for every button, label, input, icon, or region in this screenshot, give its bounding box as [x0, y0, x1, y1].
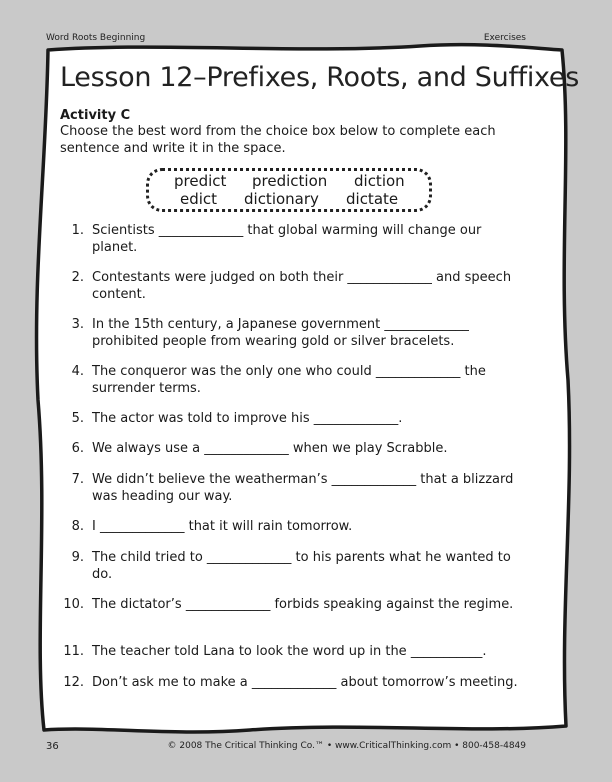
question-number: 7. [71, 472, 84, 487]
question-number: 5. [71, 411, 84, 426]
choice-word: predict [174, 172, 227, 190]
header-section: Exercises [483, 33, 526, 43]
question-text: The conqueror was the only one who could _____________ the surrender terms. [92, 364, 486, 396]
question-text: Scientists _____________ that global warming will change our planet. [92, 223, 482, 255]
header-book-title: Word Roots Beginning [46, 33, 146, 43]
choice-word: dictate [346, 190, 399, 208]
question-number: 12. [63, 675, 84, 690]
question-number: 10. [63, 597, 84, 612]
question-text: We didn’t believe the weatherman’s _____________ that a blizzard was heading our way. [92, 472, 514, 504]
question-text: In the 15th century, a Japanese government _____________ prohibited people from wearing gold or silver bracelets. [92, 317, 469, 349]
question-text: We always use a _____________ when we play Scrabble. [92, 441, 448, 456]
question-text: The teacher told Lana to look the word up in the ___________. [92, 644, 487, 659]
question-text: The dictator’s _____________ forbids speaking against the regime. [92, 597, 514, 612]
choice-word: dictionary [244, 190, 319, 208]
question-number: 1. [71, 223, 84, 238]
question-text: I _____________ that it will rain tomorrow. [92, 519, 353, 534]
question-number: 6. [71, 441, 84, 456]
question-number: 3. [71, 317, 84, 332]
question-text: Don’t ask me to make a _____________ about tomorrow’s meeting. [92, 675, 518, 690]
lesson-title: Lesson 12–Prefixes, Roots, and Suffixes [60, 62, 579, 93]
choice-word: edict [180, 190, 218, 208]
choice-word: prediction [252, 172, 328, 190]
activity-instructions: Choose the best word from the choice box below to complete each sentence and write it in the space. [60, 124, 496, 156]
question-text: Contestants were judged on both their _____________ and speech content. [92, 270, 512, 302]
activity-title: Activity C [60, 108, 131, 123]
question-number: 2. [71, 270, 84, 285]
question-number: 8. [71, 519, 84, 534]
question-number: 11. [63, 644, 84, 659]
page-number: 36 [46, 741, 59, 752]
question-text: The actor was told to improve his _____________. [92, 411, 403, 426]
question-number: 4. [71, 364, 84, 379]
question-number: 9. [71, 550, 84, 565]
question-text: The child tried to _____________ to his parents what he wanted to do. [92, 550, 511, 582]
copyright-line: © 2008 The Critical Thinking Co.™ • www.CriticalThinking.com • 800-458-4849 [167, 741, 526, 751]
choice-word: diction [354, 172, 405, 190]
